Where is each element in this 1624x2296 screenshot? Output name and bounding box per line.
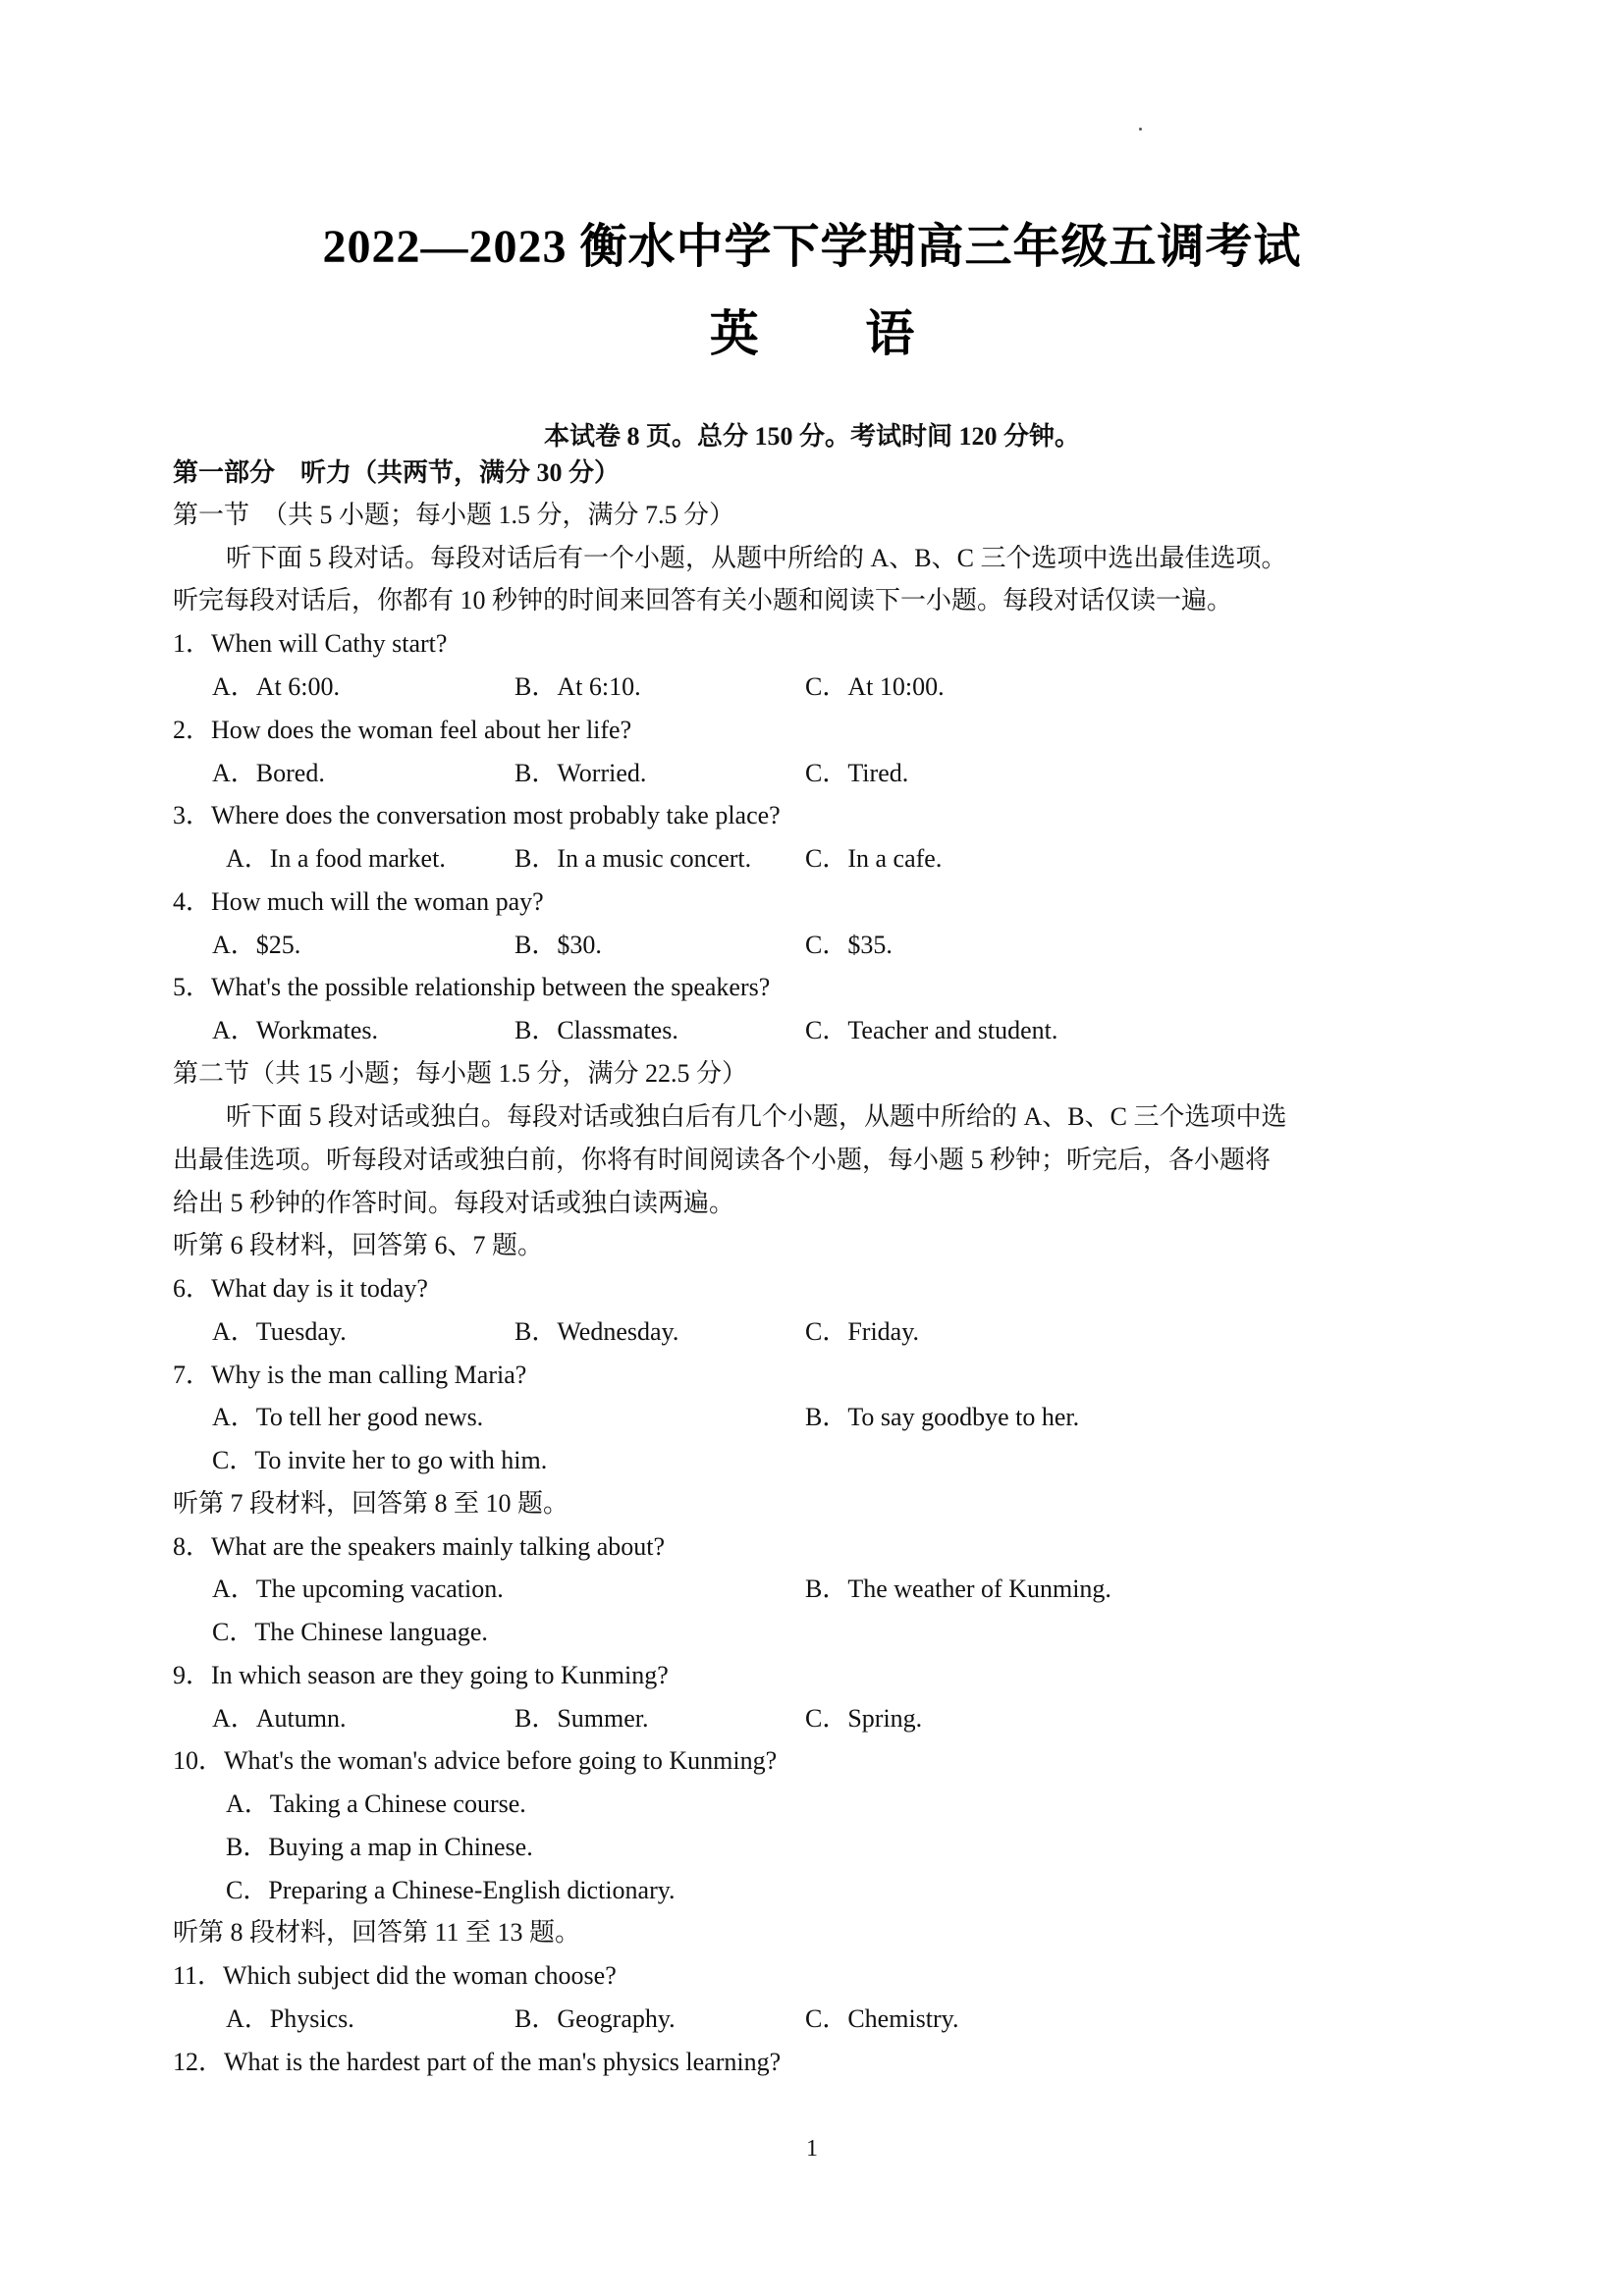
q10-option-c: C．Preparing a Chinese-English dictionary. bbox=[226, 1876, 676, 1904]
question-2: 2．How does the woman feel about her life? bbox=[173, 716, 632, 744]
q8-option-c: C．The Chinese language. bbox=[212, 1618, 488, 1646]
q10-option-a: A．Taking a Chinese course. bbox=[226, 1789, 526, 1818]
q1-option-a: A．At 6:00. bbox=[212, 672, 341, 701]
q5-option-c: C．Teacher and student. bbox=[805, 1016, 1058, 1044]
q6-option-b: B．Wednesday. bbox=[514, 1317, 679, 1346]
section2-instruction-3: 给出 5 秒钟的作答时间。每段对话或独白读两遍。 bbox=[173, 1189, 735, 1217]
question-11: 11．Which subject did the woman choose? bbox=[173, 1961, 617, 1990]
q7-option-c: C．To invite her to go with him. bbox=[212, 1446, 548, 1474]
q1-option-c: C．At 10:00. bbox=[805, 672, 945, 701]
q6-option-a: A．Tuesday. bbox=[212, 1317, 347, 1346]
section2-instruction-2: 出最佳选项。听每段对话或独白前，你将有时间阅读各个小题，每小题 5 秒钟；听完后，各小题将 bbox=[173, 1146, 1272, 1174]
question-12: 12．What is the hardest part of the man's physics learning? bbox=[173, 2048, 782, 2076]
q1-option-b: B．At 6:10. bbox=[514, 672, 641, 701]
q3-option-b: B．In a music concert. bbox=[514, 844, 752, 873]
question-3: 3．Where does the conversation most probably take place? bbox=[173, 801, 781, 829]
q5-option-b: B．Classmates. bbox=[514, 1016, 678, 1044]
q7-option-a: A．To tell her good news. bbox=[212, 1403, 484, 1431]
exam-info: 本试卷 8 页。总分 150 分。考试时间 120 分钟。 bbox=[543, 422, 1080, 451]
q4-option-a: A．$25. bbox=[212, 931, 301, 959]
question-6: 6．What day is it today? bbox=[173, 1274, 428, 1303]
q2-option-b: B．Worried. bbox=[514, 759, 647, 787]
question-9: 9．In which season are they going to Kunming? bbox=[173, 1661, 669, 1689]
material-7-heading: 听第 7 段材料，回答第 8 至 10 题。 bbox=[173, 1489, 569, 1518]
section1-heading: 第一节 （共 5 小题；每小题 1.5 分，满分 7.5 分） bbox=[173, 501, 735, 529]
q11-option-c: C．Chemistry. bbox=[805, 2004, 959, 2033]
q10-option-b: B．Buying a map in Chinese. bbox=[226, 1833, 533, 1861]
q9-option-b: B．Summer. bbox=[514, 1704, 649, 1733]
q8-option-a: A．The upcoming vacation. bbox=[212, 1575, 504, 1603]
question-5: 5．What's the possible relationship between the speakers? bbox=[173, 973, 771, 1001]
q11-option-a: A．Physics. bbox=[226, 2004, 354, 2033]
subject-title: 英 语 bbox=[709, 306, 962, 361]
section2-instruction-1: 听下面 5 段对话或独白。每段对话或独白后有几个小题，从题中所给的 A、B、C 三个选项中选 bbox=[226, 1102, 1287, 1131]
scan-dot bbox=[1139, 128, 1142, 131]
question-8: 8．What are the speakers mainly talking about? bbox=[173, 1532, 666, 1561]
q2-option-c: C．Tired. bbox=[805, 759, 909, 787]
material-8-heading: 听第 8 段材料，回答第 11 至 13 题。 bbox=[173, 1918, 581, 1947]
question-10: 10．What's the woman's advice before going to Kunming? bbox=[173, 1746, 778, 1775]
section1-instruction-2: 听完每段对话后，你都有 10 秒钟的时间来回答有关小题和阅读下一小题。每段对话仅读一遍。 bbox=[173, 586, 1233, 614]
question-1: 1．When will Cathy start? bbox=[173, 629, 448, 658]
q7-option-b: B．To say goodbye to her. bbox=[805, 1403, 1080, 1431]
page-number: 1 bbox=[806, 2136, 818, 2162]
section2-heading: 第二节（共 15 小题；每小题 1.5 分，满分 22.5 分） bbox=[173, 1059, 748, 1088]
q3-option-a: A．In a food market. bbox=[226, 844, 446, 873]
section1-instruction-1: 听下面 5 段对话。每段对话后有一个小题，从题中所给的 A、B、C 三个选项中选出最佳选项。 bbox=[226, 544, 1287, 572]
q4-option-b: B．$30. bbox=[514, 931, 602, 959]
q9-option-c: C．Spring. bbox=[805, 1704, 923, 1733]
q3-option-c: C．In a cafe. bbox=[805, 844, 943, 873]
q5-option-a: A．Workmates. bbox=[212, 1016, 379, 1044]
q9-option-a: A．Autumn. bbox=[212, 1704, 347, 1733]
q6-option-c: C．Friday. bbox=[805, 1317, 920, 1346]
q4-option-c: C．$35. bbox=[805, 931, 893, 959]
q11-option-b: B．Geography. bbox=[514, 2004, 676, 2033]
exam-title: 2022—2023 衡水中学下学期高三年级五调考试 bbox=[322, 221, 1302, 273]
q2-option-a: A．Bored. bbox=[212, 759, 325, 787]
part1-heading: 第一部分 听力（共两节，满分 30 分） bbox=[173, 458, 621, 487]
q8-option-b: B．The weather of Kunming. bbox=[805, 1575, 1111, 1603]
material-6-heading: 听第 6 段材料，回答第 6、7 题。 bbox=[173, 1231, 544, 1259]
question-7: 7．Why is the man calling Maria? bbox=[173, 1361, 527, 1389]
question-4: 4．How much will the woman pay? bbox=[173, 887, 544, 916]
